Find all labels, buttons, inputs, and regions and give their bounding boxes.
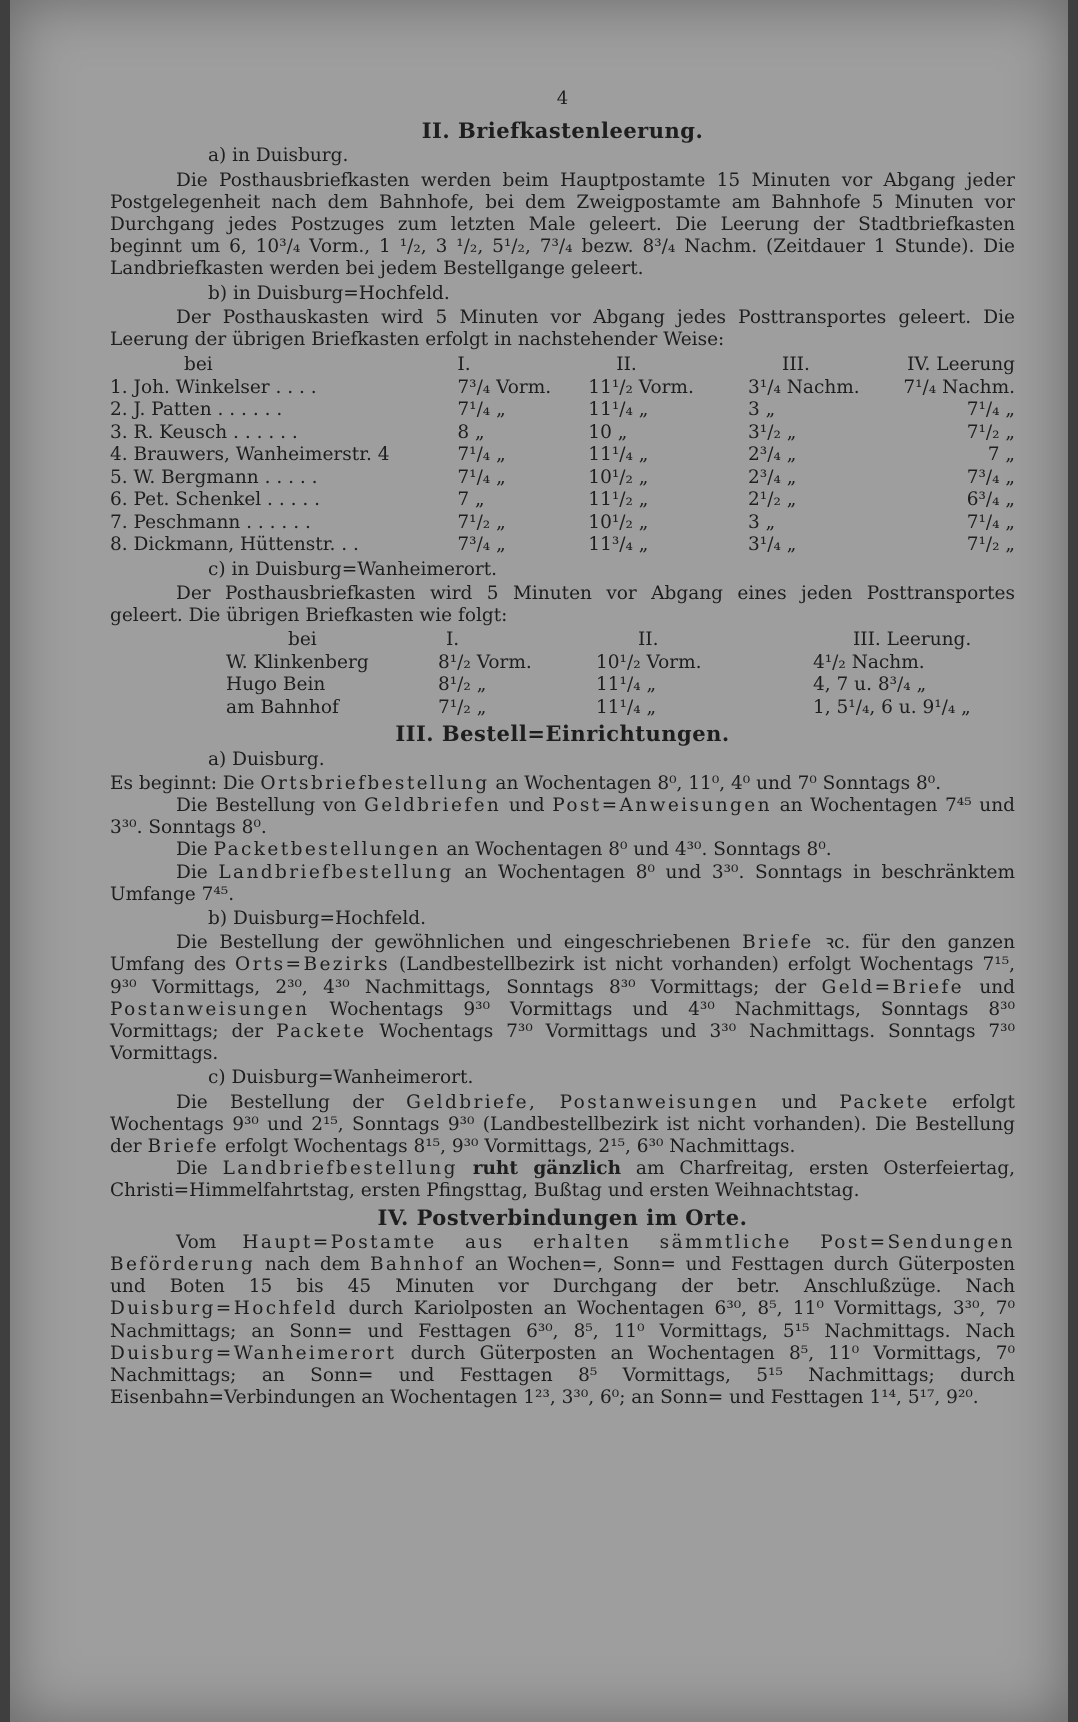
spaced-term: Geldbriefe, bbox=[406, 1091, 538, 1113]
cell-name: 7. Peschmann . . . . . . bbox=[110, 511, 311, 533]
cell-name: 5. W. Bergmann . . . . . bbox=[110, 466, 318, 488]
text: an Wochentagen 8⁰, 11⁰, 4⁰ und 7⁰ Sonntags 8⁰. bbox=[495, 772, 942, 794]
table-row bbox=[110, 444, 1015, 467]
text: an Wochentagen 8⁰ und 4³⁰. Sonntags 8⁰. bbox=[446, 839, 832, 861]
cell-ii: 11¹/₄ „ bbox=[588, 399, 649, 421]
cell-ii: 11³/₄ „ bbox=[588, 534, 649, 556]
spaced-term: Landbriefbestellung bbox=[222, 1158, 458, 1180]
spaced-term: Briefe bbox=[147, 1136, 220, 1157]
cell-iii: 3¹/₂ „ bbox=[748, 421, 797, 443]
cell-ii: 11¹/₄ „ bbox=[596, 696, 657, 718]
cell-iv: 7¹/₄ „ bbox=[966, 511, 1015, 533]
cell-i: 7¹/₄ „ bbox=[457, 466, 506, 488]
cell-iv: 7¹/₂ „ bbox=[966, 534, 1015, 556]
cell-iv: 7¹/₂ „ bbox=[966, 421, 1015, 443]
table-header-row bbox=[226, 629, 971, 652]
spaced-term: Orts=Bezirks bbox=[235, 954, 391, 976]
header-bei: bei bbox=[184, 354, 213, 376]
cell-name: Hugo Bein bbox=[226, 674, 326, 696]
table-row bbox=[110, 534, 1015, 557]
text: Wochentags 7³⁰ Vormittags und 3³⁰ Nachmittags. Sonntags 7³⁰ Vormittags. bbox=[110, 1020, 1016, 1065]
text: Wochentags 9³⁰ Vormittags und 4³⁰ Nachmittags, Sonntags 8³⁰ Vormittags; der bbox=[110, 998, 1015, 1042]
paragraph-briefkasten-hochfeld: Der Posthauskasten wird 5 Minuten vor Abgang jedes Posttransportes geleert. Die Leerung der übrigen Briefkasten erfolgt in nachstehender Weise: bbox=[110, 306, 1015, 351]
table-row bbox=[110, 512, 1015, 535]
spaced-term: Geld=Briefe bbox=[821, 976, 965, 998]
cell-i: 7¹/₄ „ bbox=[457, 444, 506, 466]
paragraph-packetbestellung bbox=[110, 839, 1015, 861]
spaced-term: Briefe bbox=[742, 932, 814, 954]
cell-name: am Bahnhof bbox=[226, 696, 339, 718]
text: ꝛc. für den ganzen Umfang des bbox=[110, 932, 1015, 976]
spaced-term: Postanweisungen bbox=[559, 1091, 760, 1113]
cell-name: 6. Pet. Schenkel . . . . . bbox=[110, 489, 320, 511]
text: durch Kariolposten an Wochentagen 6³⁰, 8⁵, 11⁰ Vormittags, 3³⁰, 7⁰ Nachmittags; an Sonn= und Festtagen 6³⁰, 8⁵, 11⁰ Vormittags, 5¹⁵ Nachmittags. Nach bbox=[110, 1298, 1015, 1342]
paragraph-geldbriefe bbox=[110, 795, 1015, 839]
cell-iv: 7¹/₄ Nachm. bbox=[903, 376, 1015, 398]
text: durch Güterposten an Wochentagen 8⁵, 11⁰ Vormittags, 7⁰ Nachmittags; an Sonn= und Festtagen 8⁵ Vormittags, 5¹⁵ Nachmittags; durch Eisenbahn=Verbindungen an Wochentagen 1²³, 3³⁰, 6⁰; an Sonn= und Festtagen 1¹⁴, 5¹⁷, 9²⁰. bbox=[110, 1342, 1015, 1409]
header-iii: III. Leerung. bbox=[853, 629, 972, 651]
cell-iii: 2³/₄ „ bbox=[748, 444, 797, 466]
text: und bbox=[979, 976, 1015, 998]
cell-ii: 10 „ bbox=[588, 421, 628, 443]
cell-name: 8. Dickmann, Hüttenstr. . . bbox=[110, 534, 359, 556]
spaced-term: Haupt=Postamte aus erhalten sämmtliche Post=Sendungen Beförderung bbox=[110, 1231, 1015, 1276]
table-leerung-wanheimerort bbox=[226, 629, 971, 719]
cell-iii: 1, 5¹/₄, 6 u. 9¹/₄ „ bbox=[813, 696, 971, 718]
text: (Landbestellbezirk ist nicht vorhanden) erfolgt Wochentags 7¹⁵, 9³⁰ Vormittags, 2³⁰, 4³⁰ Nachmittags, Sonntags 8³⁰ Vormittags; der bbox=[110, 954, 1016, 998]
cell-i: 8 „ bbox=[457, 421, 485, 443]
table-row bbox=[226, 697, 971, 720]
spaced-term: Landbriefbestellung bbox=[218, 861, 454, 883]
cell-ii: 11¹/₂ „ bbox=[588, 489, 649, 511]
table-row bbox=[110, 467, 1015, 490]
spaced-term: Duisburg=Hochfeld bbox=[110, 1298, 339, 1320]
cell-name: 2. J. Patten . . . . . . bbox=[110, 399, 283, 421]
text: Vom bbox=[176, 1231, 217, 1253]
text: erfolgt Wochentags 9³⁰ und 2¹⁵, Sonntags 9³⁰ (Landbestellbezirk ist nicht vorhanden). Die Bestellung der bbox=[110, 1091, 1015, 1157]
page-content bbox=[110, 88, 1015, 1409]
spaced-term: Duisburg=Wanheimerort bbox=[110, 1342, 397, 1364]
paragraph-ortsbriefbestellung bbox=[110, 773, 1015, 795]
paragraph-briefkasten-duisburg: Die Posthausbriefkasten werden beim Hauptpostamte 15 Minuten vor Abgang jeder Postgelegenheit nach dem Bahnhofe, bei dem Zweigpostamte am Bahnhofe 5 Minuten vor Durchgang jedes Postzuges zum letzten Male geleert. Die Leerung der Stadtbriefkasten beginnt um 6, 10³/₄ Vorm., 1 ¹/₂, 3 ¹/₂, 5¹/₂, 7³/₄ bezw. 8³/₄ Nachm. (Zeitdauer 1 Stunde). Die Landbriefkasten werden bei jedem Bestellgange geleert. bbox=[110, 169, 1015, 280]
text: und bbox=[508, 794, 545, 816]
text: an Wochen=, Sonn= und Festtagen durch Güterposten und Boten 15 bis 45 Minuten vor Durchgang der betr. Anschlußzüge. Nach bbox=[110, 1254, 1015, 1298]
cell-name: W. Klinkenberg bbox=[226, 651, 369, 673]
spaced-term: Packete bbox=[839, 1091, 930, 1113]
section-iv-heading: IV. Postverbindungen im Orte. bbox=[377, 1204, 748, 1230]
text: Die Bestellung der bbox=[176, 1091, 384, 1113]
header-bei: bei bbox=[288, 629, 317, 651]
text: nach dem bbox=[264, 1254, 361, 1276]
cell-name: 1. Joh. Winkelser . . . . bbox=[110, 376, 317, 398]
header-iii: III. bbox=[782, 354, 810, 376]
cell-iii: 2¹/₂ „ bbox=[748, 489, 797, 511]
cell-iv: 7¹/₄ „ bbox=[966, 399, 1015, 421]
header-ii: II. bbox=[616, 354, 637, 376]
cell-ii: 10¹/₂ „ bbox=[588, 511, 649, 533]
section-iii-heading: III. Bestell=Einrichtungen. bbox=[395, 721, 730, 747]
text: Die bbox=[176, 861, 208, 883]
bold-term: ruht gänzlich bbox=[472, 1158, 622, 1180]
subsection-a-duisburg: a) in Duisburg. bbox=[208, 145, 349, 167]
spaced-term: Postanweisungen bbox=[110, 998, 310, 1020]
table-row bbox=[110, 422, 1015, 445]
header-i: I. bbox=[446, 629, 460, 651]
cell-i: 7³/₄ „ bbox=[457, 534, 506, 556]
spaced-term: Geldbriefen bbox=[364, 794, 502, 816]
cell-ii: 11¹/₂ Vorm. bbox=[588, 376, 694, 398]
table-row bbox=[226, 652, 971, 675]
cell-i: 7³/₄ Vorm. bbox=[457, 376, 552, 398]
spaced-term: Packete bbox=[276, 1020, 367, 1042]
paragraph-landbriefbestellung bbox=[110, 862, 1015, 906]
cell-iii: 3 „ bbox=[748, 511, 776, 533]
subsection-a-duisburg: a) Duisburg. bbox=[208, 748, 325, 770]
table-row bbox=[226, 674, 971, 697]
paragraph-briefkasten-wanheimerort: Der Posthausbriefkasten wird 5 Minuten vor Abgang eines jeden Posttransportes geleert. Die übrigen Briefkasten wie folgt: bbox=[110, 582, 1015, 627]
table-row bbox=[110, 377, 1015, 400]
cell-iii: 2³/₄ „ bbox=[748, 466, 797, 488]
text: Die Bestellung der gewöhnlichen und eingeschriebenen bbox=[176, 932, 731, 954]
scanned-page bbox=[10, 0, 1068, 1722]
paragraph-bestellung-hochfeld bbox=[110, 932, 1015, 1065]
text: erfolgt Wochentags 8¹⁵, 9³⁰ Vormittags, 2¹⁵, 6³⁰ Nachmittags. bbox=[224, 1136, 796, 1157]
cell-iii: 4¹/₂ Nachm. bbox=[813, 651, 925, 673]
paragraph-bestellung-wanheimerort bbox=[110, 1092, 1015, 1159]
page-number: 4 bbox=[556, 88, 569, 109]
spaced-term: Post=Anweisungen bbox=[552, 794, 772, 816]
table-leerung-hochfeld bbox=[110, 354, 1015, 557]
section-ii-heading: II. Briefkastenleerung. bbox=[421, 118, 704, 144]
header-iv: IV. Leerung bbox=[907, 354, 1015, 376]
paragraph-landbrief-ruht bbox=[110, 1158, 1015, 1202]
cell-ii: 10¹/₂ „ bbox=[588, 466, 649, 488]
cell-iv: 7³/₄ „ bbox=[966, 466, 1015, 488]
header-ii: II. bbox=[638, 629, 659, 651]
cell-ii: 10¹/₂ Vorm. bbox=[596, 651, 702, 673]
text: Es beginnt: Die bbox=[110, 772, 255, 794]
subsection-c-wanheimerort: c) Duisburg=Wanheimerort. bbox=[208, 1067, 474, 1089]
spaced-term: Bahnhof bbox=[369, 1254, 466, 1276]
cell-i: 8¹/₂ „ bbox=[438, 674, 487, 696]
table-row bbox=[110, 489, 1015, 512]
table-row bbox=[110, 399, 1015, 422]
cell-name: 4. Brauwers, Wanheimerstr. 4 bbox=[110, 444, 390, 466]
table-header-row bbox=[110, 354, 1015, 377]
text: am Charfreitag, ersten Osterfeiertag, Christi=Himmelfahrtstag, ersten Pfingsttag, Bußtag und ersten Weihnachtstag. bbox=[110, 1158, 1015, 1202]
spaced-term: Packetbestellungen bbox=[213, 839, 441, 861]
cell-i: 7 „ bbox=[457, 489, 485, 511]
paragraph-postverbindungen bbox=[110, 1232, 1015, 1410]
cell-iii: 3¹/₄ Nachm. bbox=[748, 376, 860, 398]
subsection-c-wanheimerort: c) in Duisburg=Wanheimerort. bbox=[208, 558, 498, 580]
cell-name: 3. R. Keusch . . . . . . bbox=[110, 421, 298, 443]
cell-i: 8¹/₂ Vorm. bbox=[438, 651, 532, 673]
text: Die bbox=[176, 839, 208, 861]
header-i: I. bbox=[457, 354, 471, 376]
cell-iv: 6³/₄ „ bbox=[966, 489, 1015, 511]
cell-i: 7¹/₄ „ bbox=[457, 399, 506, 421]
text: an Wochentagen 7⁴⁵ und 3³⁰. Sonntags 8⁰. bbox=[110, 794, 1015, 839]
text: Die Bestellung von bbox=[176, 794, 357, 816]
cell-i: 7¹/₂ „ bbox=[457, 511, 506, 533]
subsection-b-hochfeld: b) in Duisburg=Hochfeld. bbox=[208, 282, 450, 304]
cell-iv: 7 „ bbox=[987, 444, 1015, 466]
spaced-term: Ortsbriefbestellung bbox=[260, 772, 490, 794]
text: und bbox=[781, 1091, 818, 1113]
cell-ii: 11¹/₄ „ bbox=[588, 444, 649, 466]
text: an Wochentagen 8⁰ und 3³⁰. Sonntags in beschränktem Umfange 7⁴⁵. bbox=[110, 861, 1016, 905]
cell-iii: 3 „ bbox=[748, 399, 776, 421]
cell-iii: 3¹/₄ „ bbox=[748, 534, 797, 556]
subsection-b-hochfeld: b) Duisburg=Hochfeld. bbox=[208, 907, 427, 929]
cell-i: 7¹/₂ „ bbox=[438, 696, 487, 718]
cell-ii: 11¹/₄ „ bbox=[596, 674, 657, 696]
cell-iii: 4, 7 u. 8³/₄ „ bbox=[813, 674, 927, 696]
text: Die bbox=[176, 1158, 208, 1180]
